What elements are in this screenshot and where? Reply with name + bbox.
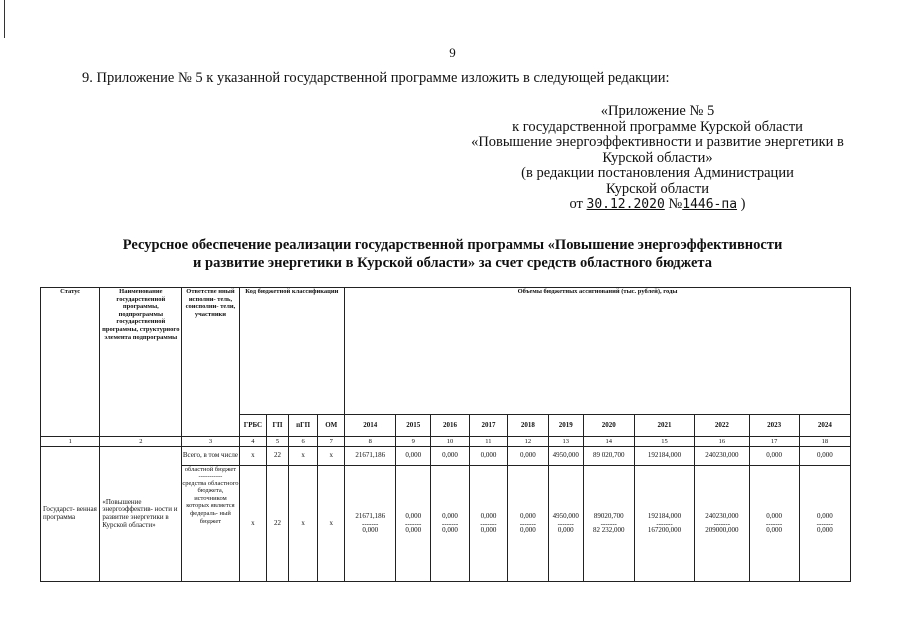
value-bottom: 0,000 xyxy=(519,525,536,534)
column-number: 1 xyxy=(41,437,100,447)
header-year: 2024 xyxy=(799,415,850,437)
column-number: 17 xyxy=(749,437,799,447)
header-year: 2021 xyxy=(634,415,694,437)
cell-total-value: 0,000 xyxy=(799,447,850,466)
column-number: 11 xyxy=(470,437,508,447)
date-value: 30.12.2020 xyxy=(586,197,665,212)
cell-total-value: 0,000 xyxy=(431,447,470,466)
cell-program-name: «Повышение энергоэффектив- ности и развитие энергетики в Курской области» xyxy=(100,447,182,582)
cell-total-label: Всего, в том числе xyxy=(182,447,239,466)
column-number: 13 xyxy=(548,437,583,447)
number-prefix: № xyxy=(668,196,683,212)
heading-line1: Ресурсное обеспечение реализации государственной программы «Повышение энергоэффективности xyxy=(122,237,783,253)
column-number: 18 xyxy=(799,437,850,447)
cell-total-code: х xyxy=(239,447,267,466)
column-number: 2 xyxy=(100,437,182,447)
header-year: 2019 xyxy=(548,415,583,437)
executor-separator: ----------- xyxy=(198,472,223,480)
table-heading xyxy=(40,236,865,272)
cell-total-value: 0,000 xyxy=(507,447,548,466)
column-number: 9 xyxy=(396,437,431,447)
cell-total-value: 0,000 xyxy=(396,447,431,466)
cell-total-value: 192184,000 xyxy=(634,447,694,466)
value-top: 0,000 xyxy=(766,511,782,520)
header-year: 2023 xyxy=(749,415,799,437)
value-bottom: 0,000 xyxy=(362,525,379,534)
cell-detail-value xyxy=(396,466,431,582)
resource-table xyxy=(40,287,851,582)
header-year: 2018 xyxy=(507,415,548,437)
header-code-om: ОМ xyxy=(318,415,345,437)
column-number: 16 xyxy=(695,437,749,447)
cell-total-value: 89 020,700 xyxy=(583,447,634,466)
cell-total-code: х xyxy=(318,447,345,466)
header-volumes: Объемы бюджетных ассигнований (тыс. рублей), годы xyxy=(345,288,851,415)
value-bottom: 0,000 xyxy=(557,525,574,534)
header-year: 2015 xyxy=(396,415,431,437)
cell-executor xyxy=(182,466,239,582)
cell-detail-value xyxy=(507,466,548,582)
cell-detail-value xyxy=(345,466,396,582)
value-top: 192184,000 xyxy=(647,511,682,520)
header-code-pgp: пГП xyxy=(288,415,318,437)
value-top: 89020,700 xyxy=(593,511,624,520)
value-bottom: 0,000 xyxy=(480,525,497,534)
value-bottom: 0,000 xyxy=(766,525,782,534)
appendix-line5: (в редакции постановления Администрации xyxy=(521,165,794,181)
value-top: 240230,000 xyxy=(705,511,739,520)
column-number: 6 xyxy=(288,437,318,447)
header-year: 2020 xyxy=(583,415,634,437)
value-bottom: 0,000 xyxy=(442,525,458,534)
cell-detail-value xyxy=(695,466,749,582)
cell-detail-value xyxy=(799,466,850,582)
executor-regional-budget: областной бюджет xyxy=(184,466,237,473)
page-edge-mark xyxy=(4,0,5,38)
cell-total-value: 0,000 xyxy=(749,447,799,466)
heading-line2: и развитие энергетики в Курской области» за счет средств областного бюджета xyxy=(193,255,712,271)
header-code-gp: ГП xyxy=(267,415,289,437)
cell-detail-value xyxy=(583,466,634,582)
value-bottom: 0,000 xyxy=(405,525,422,534)
appendix-line1: «Приложение № 5 xyxy=(600,103,715,119)
value-dash: ------- xyxy=(816,519,833,528)
cell-status: Государст- венная программа xyxy=(41,447,100,582)
value-bottom: 167200,000 xyxy=(647,525,682,534)
value-bottom: 82 232,000 xyxy=(592,525,625,534)
cell-total-value: 0,000 xyxy=(470,447,508,466)
column-number: 15 xyxy=(634,437,694,447)
value-top: 0,000 xyxy=(816,511,833,520)
cell-total-value: 21671,186 xyxy=(345,447,396,466)
cell-total-value: 4950,000 xyxy=(548,447,583,466)
cell-detail-value xyxy=(431,466,470,582)
cell-detail-code: х xyxy=(318,466,345,582)
column-number: 3 xyxy=(182,437,239,447)
column-number: 4 xyxy=(239,437,267,447)
value-dash: ------- xyxy=(600,519,617,528)
appendix-date-line xyxy=(455,197,860,213)
value-dash: ------- xyxy=(480,519,497,528)
value-dash: ------- xyxy=(519,519,537,528)
page-number: 9 xyxy=(449,45,456,60)
column-number: 14 xyxy=(583,437,634,447)
value-top: 4950,000 xyxy=(552,511,579,520)
header-executor: Ответстве нный исполни- тель, соисполни- тели, участники xyxy=(182,288,239,437)
header-year: 2016 xyxy=(431,415,470,437)
close-paren: ) xyxy=(740,196,746,212)
executor-federal-source: средства областного бюджета, источником которых является федераль- ный бюджет xyxy=(182,479,239,525)
value-dash: ------- xyxy=(656,519,673,528)
value-dash: ------- xyxy=(362,519,379,528)
value-dash: ------- xyxy=(713,519,731,528)
header-status: Статус xyxy=(41,288,100,437)
header-code-grbs: ГРБС xyxy=(239,415,267,437)
cell-detail-code: х xyxy=(239,466,267,582)
cell-detail-value xyxy=(634,466,694,582)
cell-total-code: х xyxy=(288,447,318,466)
cell-detail-value xyxy=(749,466,799,582)
header-budget-code: Код бюджетной классификации xyxy=(239,288,344,415)
value-top: 21671,186 xyxy=(355,511,386,520)
value-dash: ------- xyxy=(405,519,422,528)
item-text: 9. Приложение № 5 к указанной государственной программе изложить в следующей редакции: xyxy=(82,70,670,86)
number-value: 1446-па xyxy=(682,197,738,212)
appendix-line6: Курской области xyxy=(606,180,709,197)
value-top: 0,000 xyxy=(519,511,536,520)
header-name: Наименование государственной программы, подпрограммы государственной программы, структурного элемента подпрограммы xyxy=(100,288,182,437)
appendix-block xyxy=(455,104,860,213)
cell-detail-code: 22 xyxy=(267,466,289,582)
cell-total-value: 240230,000 xyxy=(695,447,749,466)
date-prefix: от xyxy=(569,196,583,212)
column-number: 10 xyxy=(431,437,470,447)
column-number: 7 xyxy=(318,437,345,447)
cell-detail-value xyxy=(548,466,583,582)
value-dash: ------- xyxy=(441,519,459,528)
value-top: 0,000 xyxy=(405,511,422,520)
value-dash: ------- xyxy=(557,519,574,528)
value-dash: ------- xyxy=(765,519,783,528)
value-top: 0,000 xyxy=(442,511,458,520)
cell-total-code: 22 xyxy=(267,447,289,466)
header-year: 2017 xyxy=(470,415,508,437)
cell-detail-code: х xyxy=(288,466,318,582)
header-year: 2022 xyxy=(695,415,749,437)
column-number: 8 xyxy=(345,437,396,447)
appendix-line2: к государственной программе Курской области xyxy=(512,118,803,135)
column-number: 12 xyxy=(507,437,548,447)
appendix-line3: «Повышение энергоэффективности и развитие энергетики в xyxy=(471,134,844,150)
header-year: 2014 xyxy=(345,415,396,437)
appendix-line4: Курской области» xyxy=(602,149,713,166)
value-bottom: 0,000 xyxy=(816,525,833,534)
value-bottom: 209000,000 xyxy=(705,525,739,534)
column-number: 5 xyxy=(267,437,289,447)
cell-detail-value xyxy=(470,466,508,582)
value-top: 0,000 xyxy=(480,511,497,520)
